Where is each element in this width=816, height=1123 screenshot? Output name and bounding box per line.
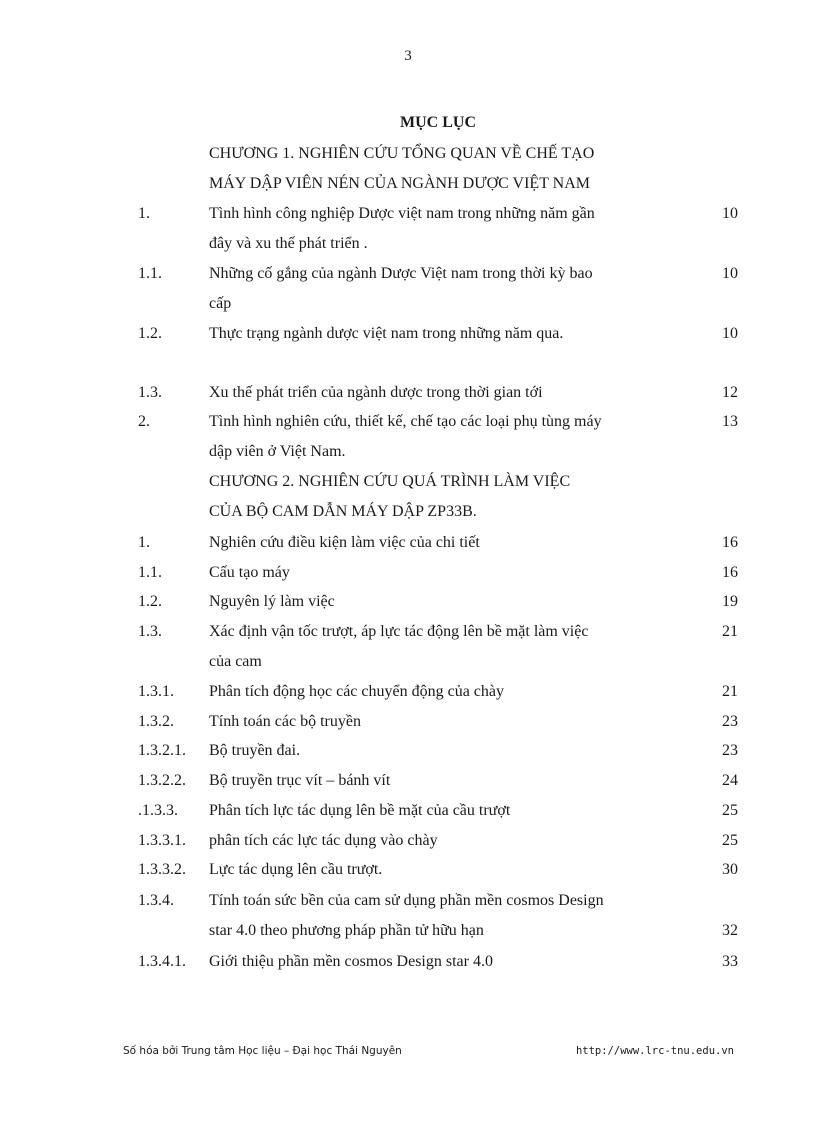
toc-line [0,919,816,943]
toc-text: đây và xu thế phát triển . [209,235,368,252]
toc-number: 2. [138,413,150,430]
toc-title: MỤC LỤC [400,114,476,131]
toc-line [0,232,816,256]
toc-line [0,590,816,614]
toc-text: CHƯƠNG 1. NGHIÊN CỨU TỔNG QUAN VỀ CHẾ TẠO [209,145,595,162]
toc-text: dập viên ở Việt Nam. [209,443,346,460]
toc-line [0,142,816,166]
toc-line [0,470,816,494]
toc-number: 1.1. [138,564,162,581]
toc-number: 1. [138,205,150,222]
toc-line [0,680,816,704]
toc-text: CHƯƠNG 2. NGHIÊN CỨU QUÁ TRÌNH LÀM VIỆC [209,473,571,490]
toc-text: Xu thế phát triển của ngành dược trong thời gian tới [209,384,543,401]
toc-number: .1.3.3. [138,802,178,819]
toc-text: Bộ truyền trục vít – bánh vít [209,772,391,789]
toc-line [0,620,816,644]
toc-page: 13 [722,413,738,430]
toc-text: star 4.0 theo phương pháp phần tử hữu hạn [209,922,484,939]
toc-text: Phân tích động học các chuyển động của chày [209,683,505,700]
toc-line [0,500,816,524]
toc-number: 1.3.2. [138,713,174,730]
toc-number: 1.3.2.1. [138,742,186,759]
toc-number: 1.3.3.1. [138,832,186,849]
toc-page: 21 [722,683,738,700]
toc-page: 25 [722,802,738,819]
toc-number: 1.3.4.1. [138,953,186,970]
toc-number: 1.3.1. [138,683,174,700]
toc-line [0,172,816,196]
toc-number: 1.3.3.2. [138,861,186,878]
toc-number: 1. [138,534,150,551]
toc-number: 1.3.4. [138,892,174,909]
toc-number: 1.3. [138,623,162,640]
toc-text: Bộ truyền đai. [209,742,301,759]
toc-line [0,381,816,405]
toc-line [0,202,816,226]
page-number: 3 [404,48,412,64]
toc-page: 10 [722,325,738,342]
toc-text: Phân tích lực tác dụng lên bề mặt của cầu trượt [209,802,511,819]
toc-page: 23 [722,713,738,730]
toc-page: 10 [722,205,738,222]
toc-text: MÁY DẬP VIÊN NÉN CỦA NGÀNH DƯỢC VIỆT NAM [209,175,591,192]
toc-text: Thực trạng ngành dược việt nam trong những năm qua. [209,325,564,342]
toc-line [0,262,816,286]
toc-line [0,769,816,793]
toc-text: CỦA BỘ CAM DẪN MÁY DẬP ZP33B. [209,503,477,520]
toc-page: 10 [722,265,738,282]
toc-text: Lực tác dụng lên cầu trượt. [209,861,383,878]
toc-text: Tính toán sức bền của cam sử dụng phần mền cosmos Design [209,892,604,909]
toc-number: 1.2. [138,593,162,610]
toc-text: Tình hình công nghiệp Dược việt nam trong những năm gần [209,205,595,222]
toc-line [0,322,816,346]
toc-page: 25 [722,832,738,849]
toc-page: 12 [722,384,738,401]
toc-page: 21 [722,623,738,640]
toc-page: 30 [722,861,738,878]
toc-text: Xác định vận tốc trượt, áp lực tác động lên bề mặt làm việc [209,623,589,640]
toc-line [0,739,816,763]
toc-page: 19 [722,593,738,610]
toc-text: Những cố gắng của ngành Dược Việt nam trong thời kỳ bao [209,265,593,282]
toc-text: Nghiên cứu điều kiện làm việc của chi tiết [209,534,480,551]
toc-line [0,410,816,434]
toc-number: 1.3.2.2. [138,772,186,789]
toc-text: Cấu tạo máy [209,564,290,581]
footer-source: Số hóa bởi Trung tâm Học liệu – Đại học Thái Nguyên [123,1045,402,1057]
toc-page: 16 [722,534,738,551]
toc-text: Nguyên lý làm việc [209,593,335,610]
toc-page: 23 [722,742,738,759]
toc-line [0,829,816,853]
toc-line [0,440,816,464]
toc-number: 1.2. [138,325,162,342]
page-footer [0,1043,816,1059]
toc-page: 33 [722,953,738,970]
toc-text: phân tích các lực tác dụng vào chày [209,832,438,849]
toc-line [0,561,816,585]
toc-text: cấp [209,295,232,312]
toc-line [0,950,816,974]
toc-text: Tình hình nghiên cứu, thiết kế, chế tạo các loại phụ tùng máy [209,413,602,430]
toc-line [0,650,816,674]
toc-line [0,799,816,823]
footer-url: http://www.lrc-tnu.edu.vn [575,1045,734,1057]
toc-line [0,531,816,555]
toc-line [0,292,816,316]
toc-number: 1.3. [138,384,162,401]
toc-line [0,710,816,734]
toc-page: 16 [722,564,738,581]
toc-number: 1.1. [138,265,162,282]
toc-line [0,858,816,882]
toc-page: 24 [722,772,738,789]
toc-text: của cam [209,653,262,670]
toc-page: 32 [722,922,738,939]
toc-line [0,889,816,913]
toc-text: Giới thiệu phần mền cosmos Design star 4.0 [209,953,493,970]
toc-text: Tính toán các bộ truyền [209,713,361,730]
